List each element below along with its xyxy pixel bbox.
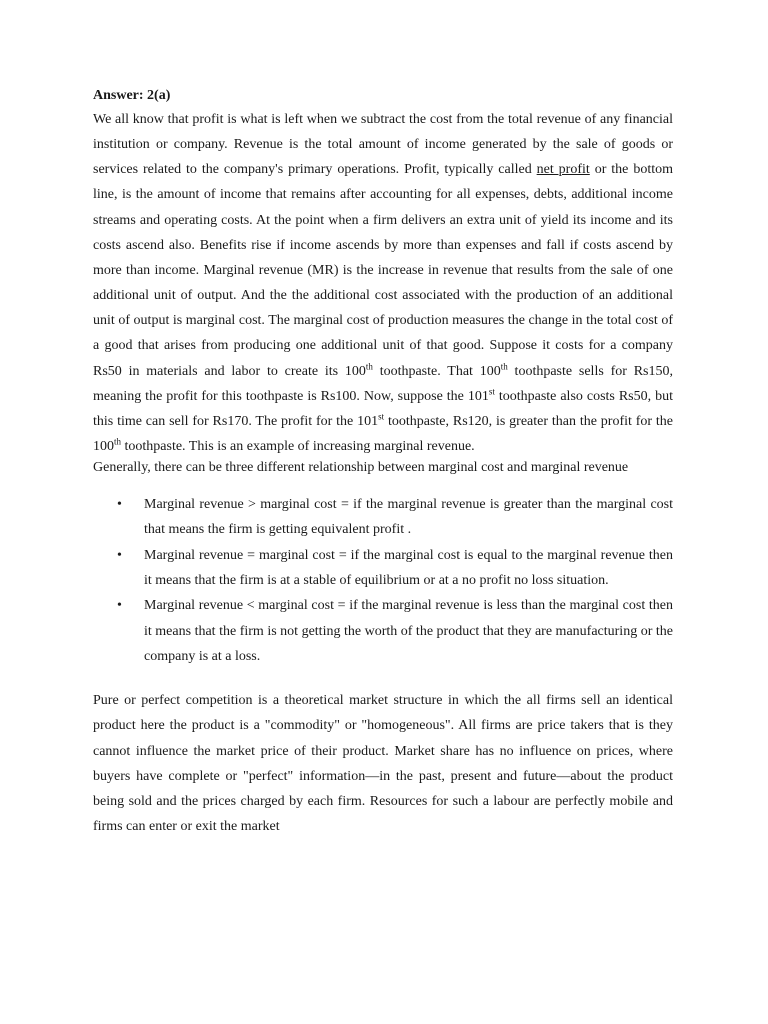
relationship-list <box>93 492 673 669</box>
list-item-text: Marginal revenue = marginal cost = if the marginal cost is equal to the marginal revenue then it means that the firm is at a stable of equilibrium or at a no profit no loss situation. <box>144 547 673 589</box>
list-item <box>93 492 673 543</box>
superscript-th: th <box>114 436 122 447</box>
bullet-icon: • <box>117 497 122 513</box>
para1-text-d: toothpaste sells for Rs150, meaning the profit for this toothpaste is Rs100. Now, suppose the 101 <box>93 363 673 404</box>
para1-text-f: toothpaste, Rs120, is greater than the profit for the 100 <box>93 413 674 455</box>
para1-text-g: toothpaste. This is an example of increasing marginal revenue. <box>121 439 475 455</box>
list-item-text: Marginal revenue > marginal cost = if the marginal revenue is greater than the marginal cost that means the firm is getting equivalent profit . <box>144 497 673 538</box>
para1-text-e: toothpaste also costs Rs50, but this time can sell for Rs170. The profit for the 101 <box>93 388 673 429</box>
list-item-text: Marginal revenue < marginal cost = if the marginal revenue is less than the marginal cost then it means that the firm is not getting the worth of the product that they are manufacturing or the company is at a loss. <box>144 598 673 664</box>
para1-text-c: toothpaste. That 100 <box>372 363 501 379</box>
bullet-icon: • <box>117 547 122 563</box>
paragraph-relationships: Generally, there can be three different relationship between marginal cost and marginal revenue <box>93 460 629 476</box>
superscript-st: st <box>378 411 385 422</box>
para1-text-a: We all know that profit is what is left when we subtract the cost from the total revenue of any financial institution or company. Revenue is the total amount of income generated by the sale of goods or services related to the company's primary operations. Profit, typically called <box>93 112 673 178</box>
superscript-th: th <box>365 360 373 371</box>
para1-text-b: or the bottom line, is the amount of income that remains after accounting for all expenses, debts, additional income streams and operating costs. At the point when a firm delivers an extra unit of yield its income and its costs ascend also. Benefits rise if income ascends by more than expenses and fall if costs ascend by more than income. Marginal revenue (MR) is the increase in revenue that results from the sale of one additional unit of output. And the the additional cost associated with the production of an additional unit of output is marginal cost. The marginal cost of production measures the change in the total cost of a good that arises from producing one additional unit of that good. Suppose it costs for a company Rs50 in materials and labor to create its 100 <box>93 162 673 379</box>
bullet-icon: • <box>117 598 122 614</box>
superscript-st: st <box>488 386 495 397</box>
paragraph-perfect-competition: Pure or perfect competition is a theoretical market structure in which the all firms sell an identical product here the product is a "commodity" or "homogeneous". All firms are price takers that is they cannot influence the market price of their product. Market share has no influence on prices, where buyers have complete or "perfect" information—in the past, present and future—about the product being sold and the prices charged by each firm. Resources for such a labour are perfectly mobile and firms can enter or exit the market <box>93 693 673 835</box>
list-item <box>93 543 673 594</box>
superscript-th: th <box>500 360 508 371</box>
paragraph-profit-revenue <box>93 107 673 459</box>
list-item <box>93 593 673 669</box>
answer-heading: Answer: 2(a) <box>93 88 171 103</box>
net-profit-link[interactable]: net profit <box>536 162 590 178</box>
document-page <box>93 86 673 839</box>
